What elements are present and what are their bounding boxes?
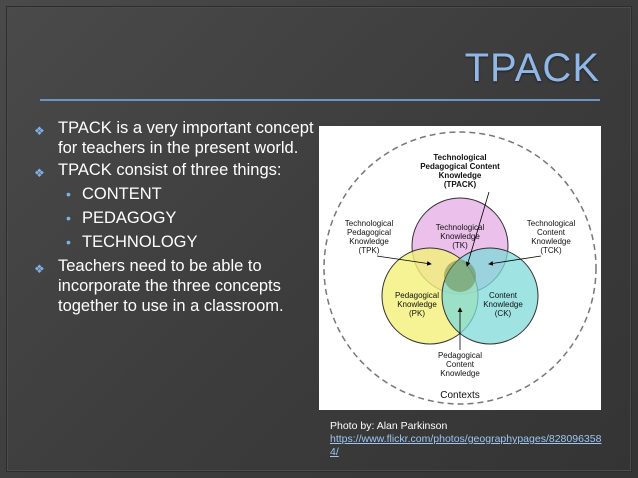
bullet-marker-icon: ❖: [34, 124, 45, 138]
bullet-text: TPACK is a very important concept for teachers in the present world.: [58, 119, 314, 157]
svg-text:Technological: Technological: [435, 223, 485, 232]
photo-caption: [330, 420, 610, 459]
svg-text:Knowledge: Knowledge: [438, 171, 482, 180]
bullet-text: Teachers need to be able to incorporate the three concepts together to use in a classroom.: [58, 257, 284, 315]
svg-text:Knowledge: Knowledge: [440, 369, 480, 378]
bullet-item: [32, 256, 317, 316]
contexts-label: Contexts: [440, 390, 480, 401]
svg-text:Technological: Technological: [526, 219, 576, 228]
sub-bullet-item: [32, 208, 317, 228]
photo-source-link[interactable]: https://www.flickr.com/photos/geographypages/8280963584/: [330, 433, 602, 458]
tpack-diagram-image: [319, 126, 601, 410]
pck-label: [438, 351, 482, 378]
tck-label: [527, 219, 576, 255]
tpack-center: [444, 260, 476, 292]
bullet-marker-icon: ❖: [34, 166, 45, 180]
slide-title: TPACK: [464, 46, 600, 90]
sub-bullet-text: PEDAGOGY: [82, 209, 177, 227]
sub-bullet-text: TECHNOLOGY: [82, 233, 198, 251]
svg-text:(TCK): (TCK): [540, 246, 562, 255]
svg-text:Knowledge: Knowledge: [349, 237, 389, 246]
sub-bullet-dot-icon: •: [66, 186, 71, 202]
sub-bullet-item: [32, 232, 317, 252]
bullet-list: [32, 118, 317, 318]
svg-text:Pedagogical Content: Pedagogical Content: [420, 162, 500, 171]
svg-text:(CK): (CK): [494, 309, 512, 318]
svg-text:Knowledge: Knowledge: [440, 232, 480, 241]
svg-text:Content: Content: [488, 291, 518, 300]
sub-bullet-dot-icon: •: [66, 234, 71, 250]
tpack-top-label: [420, 153, 500, 189]
svg-text:(TK): (TK): [452, 241, 468, 250]
sub-bullet-item: [32, 184, 317, 204]
bullet-item: [32, 118, 317, 158]
svg-text:(TPK): (TPK): [358, 246, 380, 255]
svg-text:(TPACK): (TPACK): [443, 180, 477, 189]
photo-credit: Photo by: Alan Parkinson: [330, 420, 448, 432]
svg-text:Content: Content: [536, 228, 566, 237]
bullet-item: [32, 160, 317, 180]
sub-bullet-text: CONTENT: [82, 185, 162, 203]
svg-text:Pedagogical: Pedagogical: [394, 291, 440, 300]
title-underline: [40, 99, 600, 101]
svg-text:Technological: Technological: [344, 219, 394, 228]
bullet-marker-icon: ❖: [34, 262, 45, 276]
svg-text:Technological: Technological: [433, 153, 487, 162]
svg-text:Pedagogical: Pedagogical: [437, 351, 483, 360]
svg-text:Pedagogical: Pedagogical: [346, 228, 392, 237]
tpack-venn-diagram: [319, 126, 601, 410]
sub-bullet-dot-icon: •: [66, 210, 71, 226]
svg-text:(PK): (PK): [409, 309, 425, 318]
svg-text:Content: Content: [445, 360, 475, 369]
svg-text:Knowledge: Knowledge: [531, 237, 571, 246]
svg-text:Knowledge: Knowledge: [483, 300, 523, 309]
bullet-text: TPACK consist of three things:: [58, 161, 282, 179]
svg-text:Knowledge: Knowledge: [397, 300, 437, 309]
tpk-label: [345, 219, 394, 255]
